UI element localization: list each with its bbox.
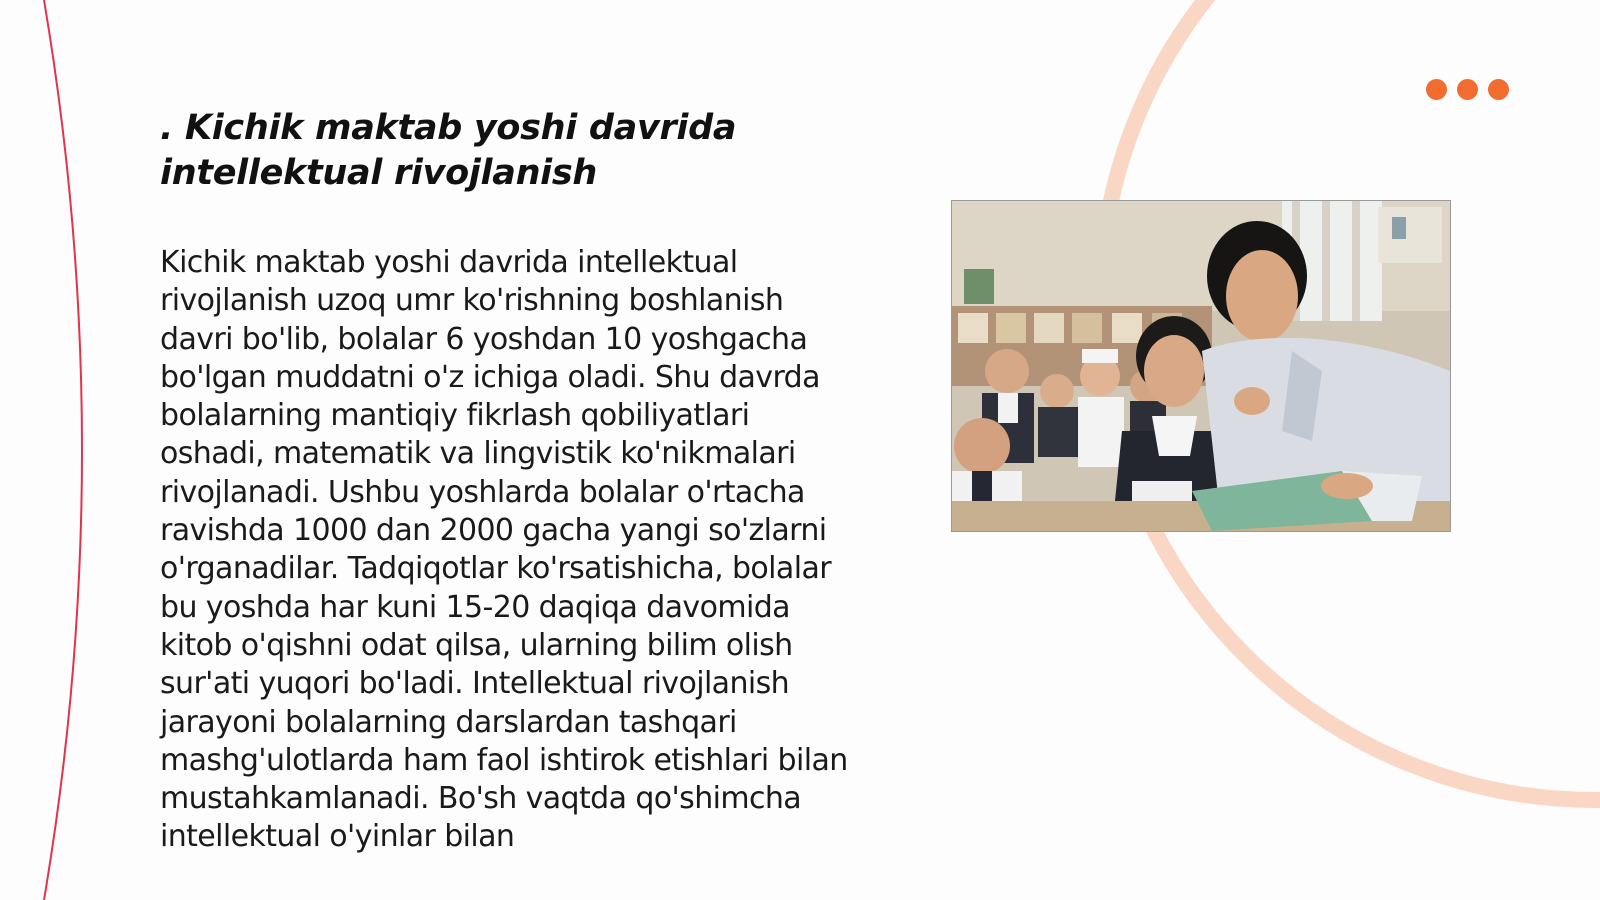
left-red-arc (44, 0, 82, 900)
dot-icon (1457, 79, 1478, 100)
slide-body-text: Kichik maktab yoshi davrida intellektual rivojlanish uzoq umr ko'rishning boshlanish davri bo'lib, bolalar 6 yoshdan 10 yoshgacha bo'lgan muddatni o'z ichiga oladi. Shu davrda bolalarning mantiqiy fikrlash qobiliyatlari oshadi, matematik va lingvistik ko'nikmalari rivojlanadi. Ushbu yoshlarda bolalar o'rtacha ravishda 1000 dan 2000 gacha yangi so'zlarni o'rganadilar. Tadqiqotlar ko'rsatishicha, bolalar bu yoshda har kuni 15-20 daqiqa davomida kitob o'qishni odat qilsa, ularning bilim olish sur'ati yuqori bo'ladi. Intellektual rivojlanish jarayoni bolalarning darslardan tashqari mashg'ulotlarda ham faol ishtirok etishlari bilan mustahkamlanadi. Bo'sh vaqtda qo'shimcha intellektual o'yinlar bilan (160, 245, 848, 855)
dot-icon (1426, 79, 1447, 100)
classroom-photo (951, 200, 1451, 532)
classroom-illustration (952, 201, 1450, 531)
slide-title: . Kichik maktab yoshi davrida intellektual rivojlanish (160, 108, 737, 193)
decorative-dots (1426, 79, 1509, 100)
dot-icon (1488, 79, 1509, 100)
